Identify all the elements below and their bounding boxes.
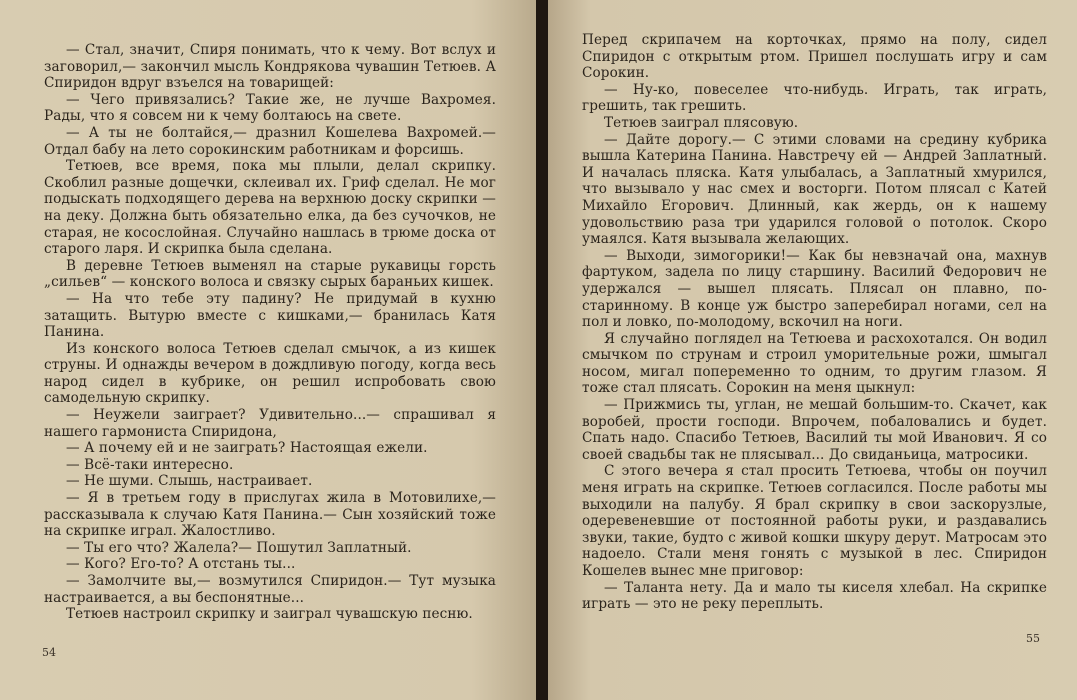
paragraph: — Кого? Его-то? А отстань ты... — [66, 556, 296, 573]
paragraph: — Ты его что? Жалела?— Пошутил Заплатный. — [66, 539, 412, 556]
paragraph: — Замолчите вы,— возмутился Спиридон.— Тут музыка настраивается, а вы беспонятные... — [44, 573, 496, 606]
paragraph: В деревне Тетюев выменял на старые рукавицы горсть „сильев“ — конского волоса и связку сырых бараньих кишек. — [44, 257, 496, 291]
paragraph: Тетюев, все время, пока мы плыли, делал скрипку. Скоблил разные дощечки, склеивал их. Гриф сделал. Не мог подыскать подходящего дерева на верхнюю доску скрипки — на деку. Должна быть обязательно елка, да без сучочков, не старая, не косослойная. Случайно нашлась в трюме доска от старого ларя. И скрипка была сделана. — [44, 158, 496, 258]
left-page — [0, 0, 536, 700]
paragraph: — Выходи, зимогорики!— Как бы невзначай она, махнув фартуком, задела по лицу старшину. Василий Федорович не удержался — вышел плясать. Плясал он плавно, по-старинному. В конце уж быстро заперебирал ногами, сел на пол и ловко, по-молодому, вскочил на ноги. — [582, 247, 1047, 331]
paragraph: — Не шуми. Слышь, настраивает. — [66, 473, 313, 490]
paragraph: Тетюев заиграл плясовую. — [604, 114, 799, 131]
page-number-right: 55 — [1026, 632, 1040, 645]
page-number-left: 54 — [42, 646, 56, 659]
paragraph: — А почему ей и не заиграть? Настоящая ежели. — [66, 440, 428, 457]
paragraph: Перед скрипачем на корточках, прямо на полу, сидел Спиридон с открытым ртом. Пришел послушать игру и сам Сорокин. — [582, 32, 1047, 82]
paragraph: — Неужели заиграет? Удивительно...— спрашивал я нашего гармониста Спиридона, — [44, 407, 496, 440]
paragraph: — Чего привязались? Такие же, не лучше Вахромея. Рады, что я совсем ни к чему болтаюсь на свете. — [44, 91, 496, 125]
paragraph: — Стал, значит, Спиря понимать, что к чему. Вот вслух и заговорил,— закончил мысль Кондрякова чувашин Тетюев. А Спиридон вдруг взъелся на товарищей: — [44, 42, 496, 92]
paragraph: — На что тебе эту падину? Не придумай в кухню затащить. Вытурю вместе с кишками,— бранилась Катя Панина. — [44, 290, 496, 341]
left-page-text — [44, 42, 496, 623]
paragraph: Из конского волоса Тетюев сделал смычок, а из кишек струны. И однажды вечером в дождливую погоду, когда весь народ сидел в кубрике, он решил испробовать свою самодельную скрипку. — [44, 340, 496, 407]
paragraph: — Прижмись ты, углан, не мешай большим-то. Скачет, как воробей, прости господи. Впрочем, побаловались и будет. Спать надо. Спасибо Тетюев, Василий ты мой Иванович. Я со своей свадьбы так не плясывал... До свиданьица, матросики. — [582, 397, 1047, 463]
paragraph: — А ты не болтайся,— дразнил Кошелева Вахромей.— Отдал бабу на лето сорокинским работникам и форсишь. — [44, 124, 496, 158]
right-page-text — [582, 32, 1047, 613]
right-page — [548, 0, 1077, 700]
paragraph: С этого вечера я стал просить Тетюева, чтобы он поучил меня играть на скрипке. Тетюев согласился. После работы мы выходили на палубу. Я брал скрипку в свои заскорузлые, одеревеневшие от постоянной работы руки, и раздавались звуки, такие, будто с живой кошки шкуру дерут. Матросам это надоело. Стали меня гонять с музыкой в лес. Спиридон Кошелев вынес мне приговор: — [582, 463, 1047, 579]
paragraph: Тетюев настроил скрипку и заиграл чувашскую песню. — [66, 606, 473, 623]
book-gutter — [536, 0, 548, 700]
paragraph: Я случайно поглядел на Тетюева и расхохотался. Он водил смычком по струнам и строил уморительные рожи, шмыгал носом, мигал попеременно то одним, то другим глазом. Я тоже стал плясать. Сорокин на меня цыкнул: — [582, 330, 1047, 397]
paragraph: — Я в третьем году в прислугах жила в Мотовилихе,— рассказывала к случаю Катя Панина.— Сын хозяйский тоже на скрипке играл. Жалостливо. — [44, 490, 496, 540]
paragraph: — Дайте дорогу.— С этими словами на средину кубрика вышла Катерина Панина. Навстречу ей — Андрей Заплатный. И началась пляска. Катя улыбалась, а Заплатный хмурился, что вызывало у нас смех и восторги. Потом плясал с Катей Михайло Егорович. Длинный, как жердь, он к нашему удовольствию раза три ударился головой о потолок. Скоро умаялся. Катя вызывала желающих. — [582, 131, 1047, 248]
paragraph: — Всё-таки интересно. — [66, 456, 234, 473]
paragraph: — Ну-ко, повеселее что-нибудь. Играть, так играть, грешить, так грешить. — [582, 81, 1047, 115]
paragraph: — Таланта нету. Да и мало ты киселя хлебал. На скрипке играть — это не реку переплыть. — [582, 579, 1047, 613]
